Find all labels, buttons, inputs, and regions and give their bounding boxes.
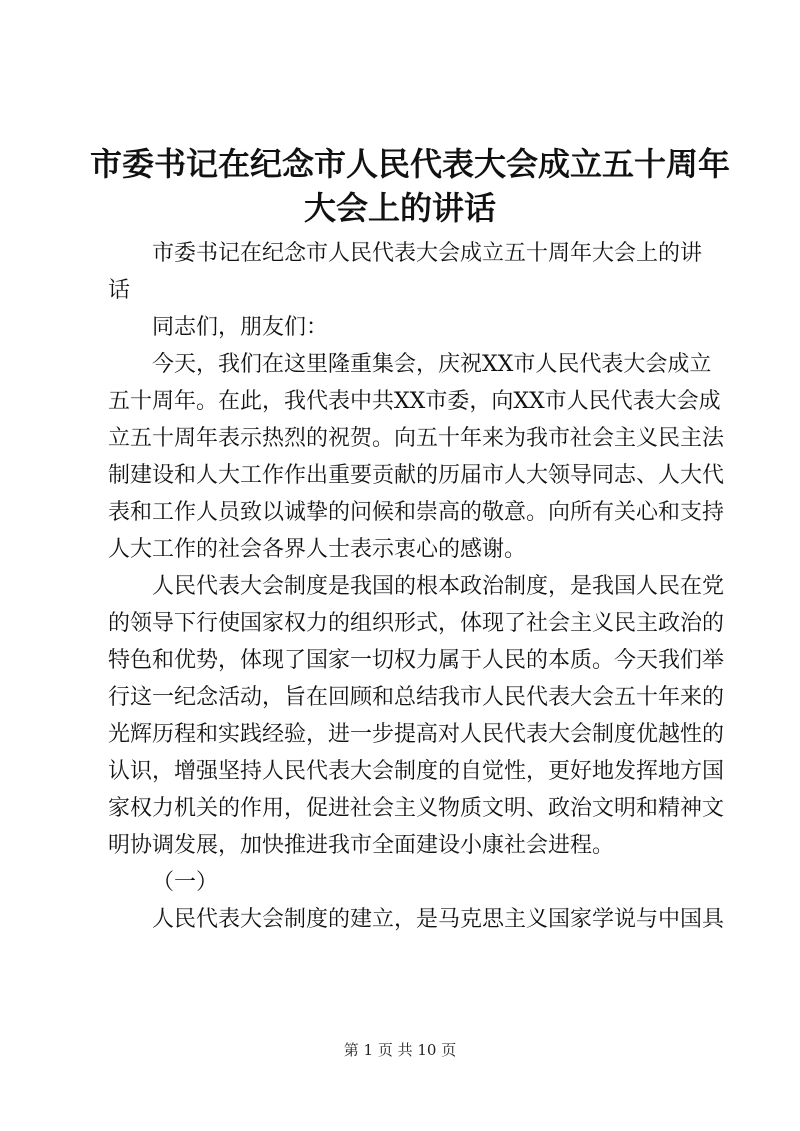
paragraph-2-line-8: 明协调发展，加快推进我市全面建设小康社会进程。 — [108, 833, 615, 858]
page-number-footer: 第 1 页 共 10 页 — [343, 1041, 457, 1059]
salutation-line: 同志们，朋友们： — [152, 315, 329, 340]
paragraph-1-line-3: 立五十周年表示热烈的祝贺。向五十年来为我市社会主义民主法 — [108, 426, 725, 451]
text-line-1: 市委书记在纪念市人民代表大会成立五十周年大会上的讲 — [152, 241, 703, 266]
section-heading: （一） — [152, 870, 219, 895]
paragraph-1-line-6: 人大工作的社会各界人士表示衷心的感谢。 — [108, 537, 527, 562]
paragraph-3-line-1: 人民代表大会制度的建立，是马克思主义国家学说与中国具 — [152, 907, 725, 932]
paragraph-2-line-1: 人民代表大会制度是我国的根本政治制度，是我国人民在党 — [152, 574, 725, 599]
paragraph-2-line-4: 行这一纪念活动，旨在回顾和总结我市人民代表大会五十年来的 — [108, 685, 725, 710]
document-title-line-1: 市委书记在纪念市人民代表大会成立五十周年 — [90, 145, 731, 183]
paragraph-2-line-7: 家权力机关的作用，促进社会主义物质文明、政治文明和精神文 — [108, 796, 725, 821]
document-title-line-2: 大会上的讲话 — [303, 189, 496, 227]
paragraph-1-line-4: 制建设和人大工作作出重要贡献的历届市人大领导同志、人大代 — [108, 463, 725, 488]
text-line-2: 话 — [108, 278, 131, 303]
paragraph-1-line-5: 表和工作人员致以诚挚的问候和崇高的敬意。向所有关心和支持 — [108, 500, 725, 525]
paragraph-1-line-2: 五十周年。在此，我代表中共XX市委，向XX市人民代表大会成 — [108, 389, 721, 414]
paragraph-1-line-1: 今天，我们在这里隆重集会，庆祝XX市人民代表大会成立 — [152, 352, 712, 377]
paragraph-2-line-6: 认识，增强坚持人民代表大会制度的自觉性，更好地发挥地方国 — [108, 759, 725, 784]
paragraph-2-line-3: 特色和优势，体现了国家一切权力属于人民的本质。今天我们举 — [108, 648, 725, 673]
paragraph-2-line-2: 的领导下行使国家权力的组织形式，体现了社会主义民主政治的 — [108, 611, 725, 636]
paragraph-2-line-5: 光辉历程和实践经验，进一步提高对人民代表大会制度优越性的 — [108, 722, 725, 747]
